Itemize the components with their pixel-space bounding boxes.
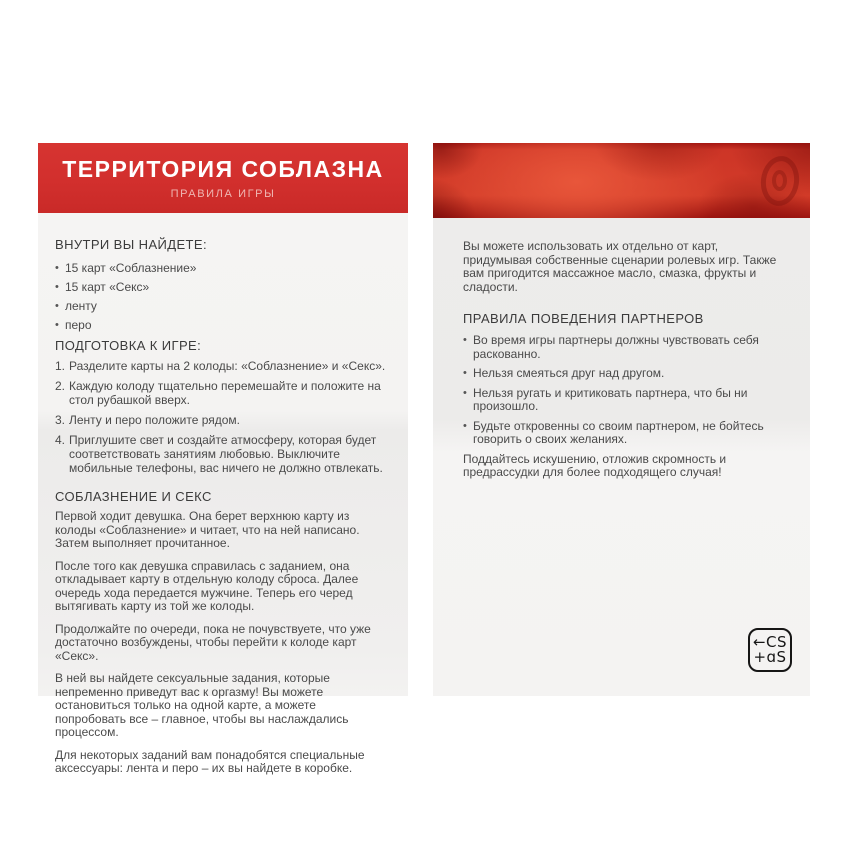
- closing-paragraph: Поддайтесь искушению, отложив скромность и предрассудки для более подходящего случая!: [463, 451, 727, 479]
- accessories-paragraph: Вы можете использовать их отдельно от карт, придумывая собственные сценарии ролевых игр. Также вам пригодится массажное масло, смазка, фрукты и сладости.: [463, 239, 777, 294]
- conduct-heading: ПРАВИЛА ПОВЕДЕНИЯ ПАРТНЕРОВ: [463, 311, 704, 326]
- ecstas-logo-icon: [748, 628, 792, 672]
- list-item: • ленту: [55, 299, 390, 313]
- inside-list: [55, 261, 390, 332]
- paragraph: Продолжайте по очереди, пока не почувствуете, что уже достаточно возбуждены, чтобы перейти к колоде карт «Секс».: [55, 621, 371, 663]
- paragraph: Для некоторых заданий вам понадобятся специальные аксессуары: лента и перо – их вы найдете в коробке.: [55, 747, 365, 775]
- list-item: • Во время игры партнеры должны чувствовать себя раскованно.: [463, 334, 790, 361]
- list-item: • Нельзя смеяться друг над другом.: [463, 367, 790, 381]
- step-number: 4.: [55, 433, 66, 447]
- inside-heading: ВНУТРИ ВЫ НАЙДЕТЕ:: [55, 237, 207, 252]
- list-item: • 15 карт «Соблазнение»: [55, 261, 390, 275]
- seduction-heading: СОБЛАЗНЕНИЕ И СЕКС: [55, 489, 212, 504]
- card-header: [38, 143, 408, 213]
- rules-card-back: [433, 143, 810, 696]
- preparation-heading: ПОДГОТОВКА К ИГРЕ:: [55, 338, 202, 353]
- list-item: • Будьте откровенны со своим партнером, не бойтесь говорить о своих желаниях.: [463, 420, 790, 447]
- paragraph: Первой ходит девушка. Она берет верхнюю карту из колоды «Соблазнение» и читает, что на ней написано. Затем выполняет прочитанное.: [55, 509, 360, 550]
- kiss-photo: [433, 143, 810, 218]
- paragraph: После того как девушка справилась с заданием, она откладывает карту в отдельную колоду сброса. Далее очередь хода передается мужчине. Теперь его черед вытягивать карту из той же колоды.: [55, 558, 359, 613]
- step-item: 2. Каждую колоду тщательно перемешайте и положите на стол рубашкой вверх.: [55, 379, 381, 407]
- game-title: ТЕРРИТОРИЯ СОБЛАЗНА: [62, 156, 384, 182]
- seduction-paragraphs: [55, 510, 390, 776]
- preparation-steps: [55, 359, 390, 475]
- game-subtitle: ПРАВИЛА ИГРЫ: [170, 188, 276, 200]
- list-item: • 15 карт «Секс»: [55, 280, 390, 294]
- card-body: [433, 218, 810, 696]
- list-item: • Нельзя ругать и критиковать партнера, что бы ни произошло.: [463, 387, 790, 414]
- step-item: 4. Приглушите свет и создайте атмосферу, которая будет соответствовать занятиям любовью. Выключите мобильные телефоны, вас ничего не должно отвлекать.: [55, 433, 383, 475]
- step-item: 1. Разделите карты на 2 колоды: «Соблазнение» и «Секс».: [55, 359, 386, 373]
- list-item: • перо: [55, 318, 390, 332]
- logo-line-1: ←CS: [752, 633, 788, 651]
- step-number: 1.: [55, 359, 66, 373]
- ear-inner-shape: [772, 170, 787, 191]
- step-number: 2.: [55, 379, 66, 393]
- card-body: [38, 213, 408, 775]
- conduct-list: [463, 334, 790, 447]
- rules-card-front: [38, 143, 408, 775]
- paragraph: В ней вы найдете сексуальные задания, которые непременно приведут вас к оргазму! Вы можете остановиться только на одной карте, а можете попробовать все – главное, чтобы вы наслаждались процессом.: [55, 671, 349, 739]
- step-number: 3.: [55, 413, 66, 427]
- logo-line-2: +ɑS: [753, 648, 787, 666]
- step-item: 3. Ленту и перо положите рядом.: [55, 413, 241, 427]
